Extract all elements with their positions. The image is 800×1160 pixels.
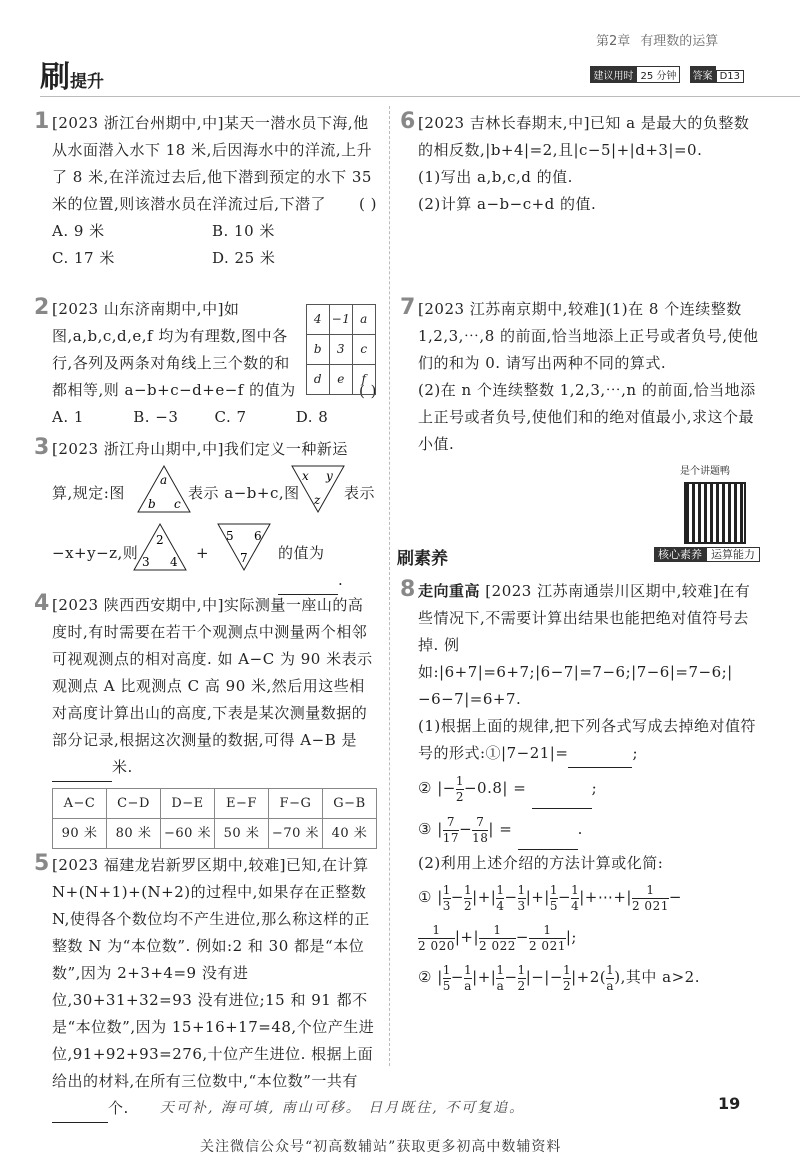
measurement-table: A−C C−D D−E E−F F−G G−B 90 米 80 米 −60 米 50 米 −70 米 40 米 xyxy=(52,788,377,849)
page-number: 19 xyxy=(718,1094,741,1113)
svg-text:6: 6 xyxy=(254,529,263,543)
triangle-567 xyxy=(216,522,272,572)
answer-blank xyxy=(52,1095,108,1123)
problem-8: 8 走向重高 [2023 江苏南通崇川区期中,较难]在有些情况下,不需要计算出结果也能把绝对值符号去掉. 例如:|6+7|=6+7;|6−7|=7−6;|7−6|=7−6;|−6−7|=6+7. (1)根据上面的规律,把下列各式写成去掉绝对值符号的形式:①|7−21|= ; ② |− $\frac{1}{2}$ −0.8| = ; ③ | $\frac{7}{17}$ − $\frac{7}{18}$ | = . (2)利用上述介绍的方法计算或化简: ① | $\frac{1}{3}$ − $\frac{1}{2}$ |+| $\frac{1}{4}$ − $\frac{1}{3}$ |+| $\frac{1}{5}$ − $\frac{1}{4}$ |+⋯+| $\frac{1}{2 021}$ − $\frac{1}{2 020}$ |+| $\frac{1}{2 022}$ − $\frac{1}{2 021}$ |; ② | $\frac{1}{5}$ − $\frac{1}{a}$ |+| $\frac{1}{a}$ − $\frac{1}{2}$ |−|− $\frac{1}{2}$ |+2( $\frac{1}{a}$ ),其中 a>2. xyxy=(418,578,763,997)
chapter-title: 第2章 有理数的运算 xyxy=(596,34,719,49)
qr-label: 是个讲题鸭 xyxy=(680,466,730,477)
expr-5: ② | $\frac{1}{5}$ − $\frac{1}{a}$ |+| $\frac{1}{a}$ − $\frac{1}{2}$ |−|− $\frac{1}{2}$ |+2( $\frac{1}{a}$ ),其中 a>2. xyxy=(418,962,700,993)
problem-7: 7 [2023 江苏南京期中,较难](1)在 8 个连续整数 1,2,3,⋯,8 的前面,恰当地添上正号或者负号,使他们的和为 0. 请写出两种不同的算式. (2)在 n 个连续整数 1,2,3,⋯,n 的前面,恰当地添上正号或者负号,使他们和的绝对值最小,求这个最小值. xyxy=(400,295,759,453)
triangle-xyz xyxy=(290,464,346,514)
problem-4: 4 [2023 陕西西安期中,中]实际测量一座山的高度时,有时需要在若干个观测点中测量两个相邻可视观测点的相对高度. 如 A−C 为 90 米表示观测点 A 比观测点 C 高 90 米,然后用这些相对高度计算出山的高度,下表是某次测量数据的部分记录,根据这次测量的数据,可得 A−B 是 米. A−C C−D D−E E−F F−G G−B 90 米 80 米 −60 米 50 米 −70 米 40 米 xyxy=(52,592,377,849)
expr-3: ③ | $\frac{7}{17}$ − $\frac{7}{18}$ | = . xyxy=(418,809,763,850)
svg-text:5: 5 xyxy=(226,529,235,543)
svg-text:y: y xyxy=(326,469,334,483)
problem-3: 3 [2023 浙江舟山期中,中]我们定义一种新运 算,规定:图 a b c 表示 a−b+c,图 x y z 表示 −x+y−z,则 2 3 4 + 5 6 7 的值为 . xyxy=(52,436,377,576)
title-row xyxy=(20,44,780,94)
svg-text:4: 4 xyxy=(170,555,179,569)
problem-5: 5 [2023 福建龙岩新罗区期中,较难]已知,在计算 N+(N+1)+(N+2)的过程中,如果存在正整数 N,使得各个数位均不产生进位,那么称这样的正整数 N 为“本位数”. 例如:2 和 30 都是“本位数”,因为 2+3+4=9 没有进位,30+31+32=93 没有进位;15 和 91 都不是“本位数”,因为 15+16+17=48,个位产生进位,91+92+93=276,十位产生进位. 根据上面给出的材料,在所有三位数中,“本位数”一共有 个. xyxy=(52,852,377,1123)
svg-text:z: z xyxy=(314,493,321,507)
column-separator xyxy=(389,106,390,1066)
magic-square: 4 −1 a b 3 c d e f xyxy=(306,304,376,395)
problem-2: 2 [2023 山东济南期中,中]如图,a,b,c,d,e,f 均为有理数,图中各行,各列及两条对角线上三个数的和都相等,则 a−b+c−d+e−f 的值为 ( ) 4 −1 a b 3 c d e f A. 1 B. −3 C. 7 D. 8 xyxy=(52,296,377,431)
svg-text:x: x xyxy=(302,469,310,483)
footer-note: 关注微信公众号“初高数辅站”获取更多初高中数辅资料 xyxy=(200,1139,562,1155)
svg-text:c: c xyxy=(174,497,182,511)
problem-6: 6 [2023 吉林长春期末,中]已知 a 是最大的负整数的相反数,|b+4|=2,且|c−5|+|d+3|=0. (1)写出 a,b,c,d 的值. (2)计算 a−b−c+d 的值. xyxy=(400,109,750,213)
triangle-abc xyxy=(136,464,192,514)
section-brush-title: 刷提升 xyxy=(40,60,104,95)
svg-text:2: 2 xyxy=(156,533,165,547)
answer-blank xyxy=(52,754,112,782)
footer-quote: 天可补, 海可填, 南山可移。 日月既往, 不可复追。 xyxy=(160,1100,526,1116)
answer-blank xyxy=(278,567,338,595)
expr-2: ② |− $\frac{1}{2}$ −0.8| = ; xyxy=(418,768,763,809)
svg-text:a: a xyxy=(160,473,168,487)
svg-text:3: 3 xyxy=(142,555,151,569)
problem-1: 1 [2023 浙江台州期中,中]某天一潜水员下海,他从水面潜入水下 18 米,后因海水中的洋流,上升了 8 米,在洋流过去后,他下潜到预定的水下 35 米的位置,则该潜水员在洋流过后,下潜了 ( ) A. 9 米 B. 10 米 C. 17 米 D. 25 米 xyxy=(34,109,377,267)
svg-text:b: b xyxy=(148,497,157,511)
qr-code[interactable] xyxy=(684,482,746,544)
problem-number: 1 xyxy=(34,109,50,134)
expr-4: ① | $\frac{1}{3}$ − $\frac{1}{2}$ |+| $\frac{1}{4}$ − $\frac{1}{3}$ |+| $\frac{1}{5}$ − $\frac{1}{4}$ |+⋯+| $\frac{1}{2 021}$ − xyxy=(418,882,682,913)
options: A. 1 B. −3 C. 7 D. 8 xyxy=(52,408,329,426)
time-badges: 建议用时 25 分钟 答案 D13 xyxy=(584,66,744,83)
svg-text:7: 7 xyxy=(240,551,249,565)
literacy-section-header: 刷素养 核心素养 运算能力 xyxy=(397,544,760,568)
header-divider xyxy=(40,96,800,97)
triangle-234 xyxy=(132,522,188,572)
options: A. 9 米 B. 10 米 xyxy=(52,222,275,240)
